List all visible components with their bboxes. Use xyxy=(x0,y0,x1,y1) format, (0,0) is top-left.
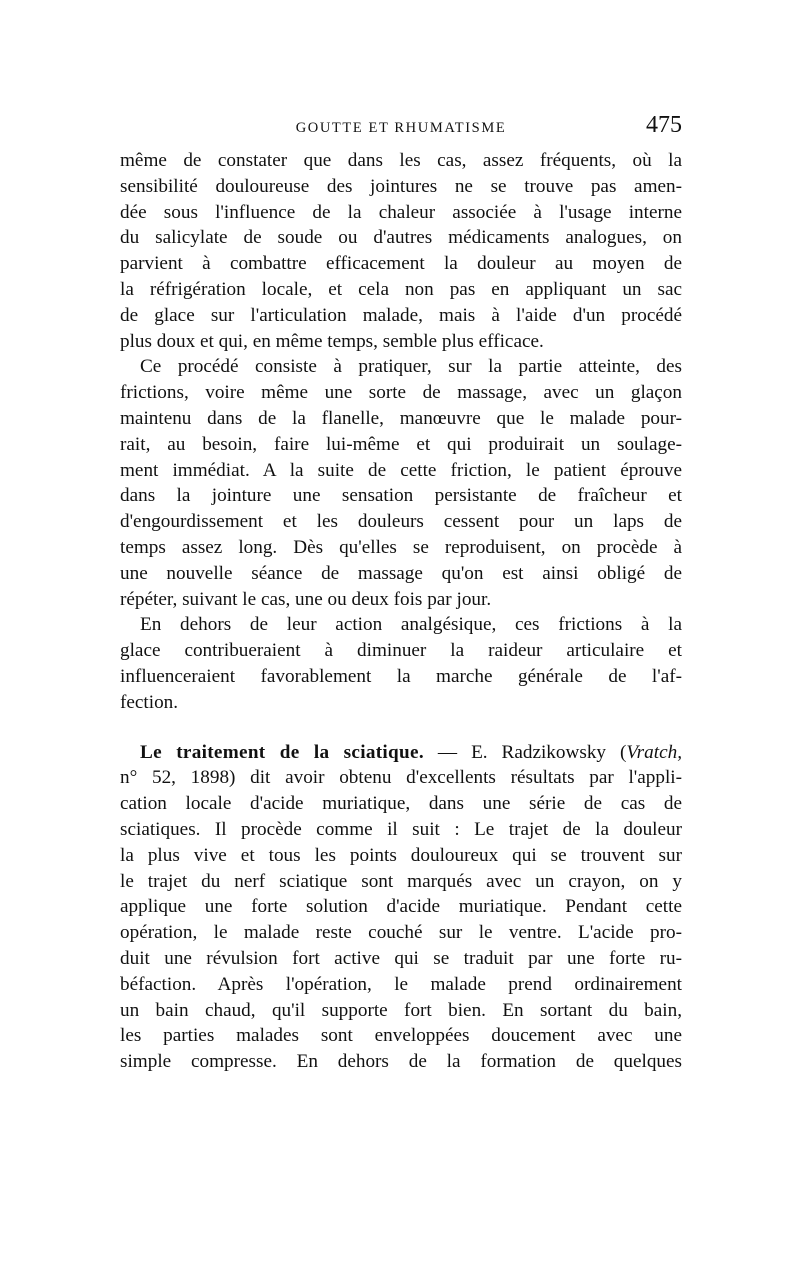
section-spacer xyxy=(120,716,682,740)
text-line: opération, le malade reste couché sur le ventre. L'acide pro- xyxy=(120,922,682,944)
text-line: le trajet du nerf sciatique sont marqués avec un crayon, on y xyxy=(120,870,682,892)
text-line: n° 52, 1898) dit avoir obtenu d'excellents résultats par l'appli- xyxy=(120,767,682,789)
text-line: béfaction. Après l'opération, le malade prend ordinairement xyxy=(120,973,682,995)
text-line: duit une révulsion fort active qui se traduit par une forte ru- xyxy=(120,947,682,969)
text-line: un bain chaud, qu'il supporte fort bien. En sortant du bain, xyxy=(120,999,682,1021)
running-title: GOUTTE ET RHUMATISME xyxy=(295,120,507,136)
text-line: répéter, suivant le cas, une ou deux fois par jour. xyxy=(120,588,492,610)
paragraph-1 xyxy=(120,148,682,354)
text-line: même de constater que dans les cas, assez fréquents, où la xyxy=(120,150,682,171)
text-line: cation locale d'acide muriatique, dans une série de cas de xyxy=(120,793,682,815)
text-line: frictions, voire même une sorte de massage, avec un glaçon xyxy=(120,382,682,404)
text-line: influenceraient favorablement la marche générale de l'af- xyxy=(120,665,682,687)
text-line: Ce procédé consiste à pratiquer, sur la partie atteinte, des xyxy=(140,356,682,378)
text-line: glace contribueraient à diminuer la raideur articulaire et xyxy=(120,640,682,662)
text-line: les parties malades sont enveloppées doucement avec une xyxy=(120,1025,682,1047)
text-line: la plus vive et tous les points douloureux qui se trouvent sur xyxy=(120,844,682,866)
text-line: fection. xyxy=(120,691,179,713)
page-body xyxy=(120,148,682,1075)
text-line: simple compresse. En dehors de la formation de quelques xyxy=(120,1051,682,1073)
text-line: parvient à combattre efficacement la douleur au moyen de xyxy=(120,253,682,275)
text-line: dans la jointure une sensation persistante de fraîcheur et xyxy=(120,485,682,507)
text-line: ment immédiat. A la suite de cette friction, le patient éprouve xyxy=(120,459,682,481)
text-line: maintenu dans de la flanelle, manœuvre que le malade pour- xyxy=(120,407,682,429)
section-title: Le traitement de la sciatique. xyxy=(140,741,424,763)
text-line: En dehors de leur action analgésique, ces frictions à la xyxy=(140,614,682,636)
page-number: 475 xyxy=(646,112,682,138)
page-header xyxy=(120,112,682,146)
text-line: plus doux et qui, en même temps, semble plus efficace. xyxy=(120,330,544,352)
text-line: dée sous l'influence de la chaleur associée à l'usage interne xyxy=(120,201,682,223)
text-line: sensibilité douloureuse des jointures ne se trouve pas amen- xyxy=(120,175,682,197)
text-line: la réfrigération locale, et cela non pas en appliquant un sac xyxy=(120,278,682,300)
paragraph-3 xyxy=(120,612,682,715)
text-line: rait, au besoin, faire lui-même et qui produirait un soulage- xyxy=(120,433,682,455)
paragraph-2 xyxy=(120,354,682,612)
section-first-line xyxy=(120,740,682,766)
text-line: applique une forte solution d'acide muriatique. Pendant cette xyxy=(120,896,682,918)
section-sciatique xyxy=(120,740,682,1075)
section-author: — E. Radzikowsky ( xyxy=(423,741,627,763)
text-line: d'engourdissement et les douleurs cessent pour un laps de xyxy=(120,511,682,533)
text-line: une nouvelle séance de massage qu'on est ainsi obligé de xyxy=(120,562,682,584)
text-line: temps assez long. Dès qu'elles se reproduisent, on procède à xyxy=(120,536,682,558)
text-line: sciatiques. Il procède comme il suit : Le trajet de la douleur xyxy=(120,818,682,840)
journal-name: Vratch, xyxy=(626,741,682,763)
text-line: du salicylate de soude ou d'autres médicaments analogues, on xyxy=(120,227,682,249)
text-line: de glace sur l'articulation malade, mais à l'aide d'un procédé xyxy=(120,304,682,326)
